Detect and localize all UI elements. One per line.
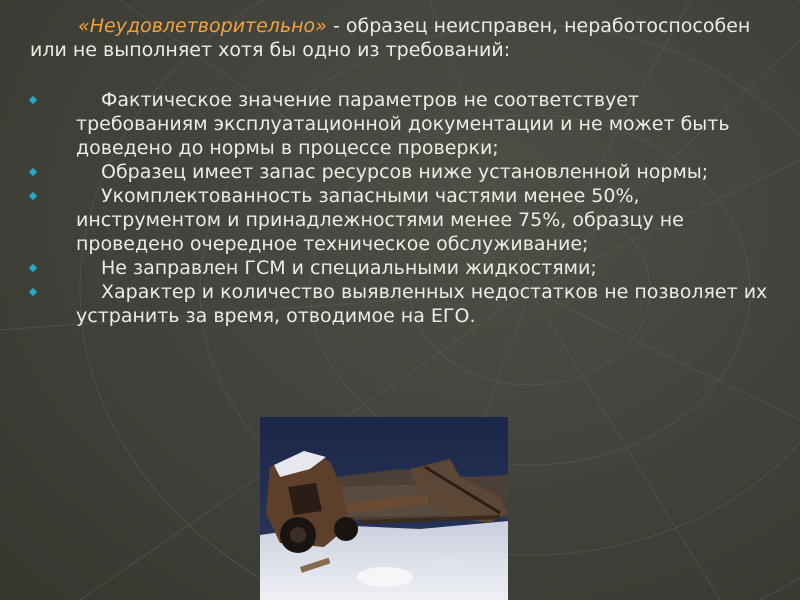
diamond-bullet-icon <box>29 192 37 200</box>
list-item <box>30 184 770 256</box>
rating-term: «Неудовлетворительно» <box>78 15 327 37</box>
intro-paragraph <box>30 14 770 62</box>
criteria-list <box>30 88 770 328</box>
intro-text: - образец неисправен, неработоспособен или не выполняет хотя бы одно из требований: <box>30 15 751 61</box>
diamond-bullet-icon <box>29 96 37 104</box>
list-item <box>30 280 770 328</box>
diamond-bullet-icon <box>29 264 37 272</box>
list-item-text: Фактическое значение параметров не соответствует требованиям эксплуатационной документации и не может быть доведено до нормы в процессе проверки; <box>76 89 730 159</box>
list-item <box>30 256 770 280</box>
wrecked-vehicle-in-snow-photo <box>260 417 508 600</box>
diamond-bullet-icon <box>29 168 37 176</box>
slide-content <box>30 14 770 328</box>
list-item-text: Характер и количество выявленных недостатков не позволяет их устранить за время, отводимое на ЕГО. <box>76 281 768 327</box>
diamond-bullet-icon <box>29 288 37 296</box>
list-item <box>30 160 770 184</box>
list-item-text: Образец имеет запас ресурсов ниже установленной нормы; <box>101 161 709 183</box>
list-item <box>30 88 770 160</box>
list-item-text: Не заправлен ГСМ и специальными жидкостями; <box>101 257 597 279</box>
list-item-text: Укомплектованность запасными частями менее 50%, инструментом и принадлежностями менее 75%, образцу не проведено очередное техническое обслуживание; <box>76 185 684 255</box>
